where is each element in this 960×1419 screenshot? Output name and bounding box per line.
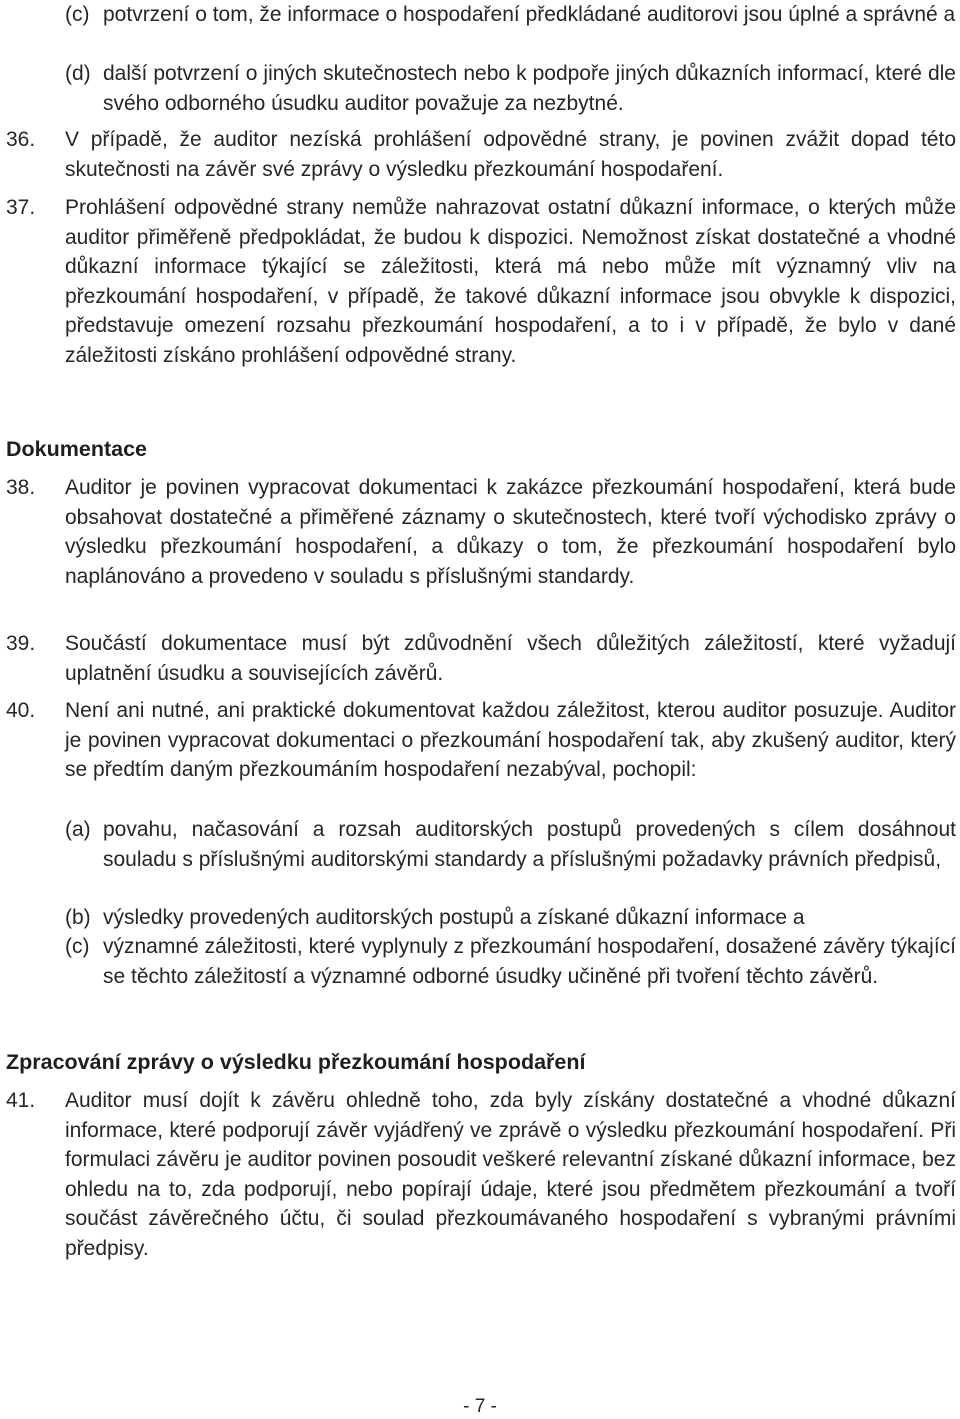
item-text: další potvrzení o jiných skutečnostech nebo k podpoře jiných důkazních informací, které dle svého odborného úsudku auditor považuje za nezbytné.	[103, 62, 956, 115]
paragraph-41	[6, 1086, 956, 1264]
paragraph-37	[6, 193, 956, 371]
item-letter: (c)	[65, 3, 90, 26]
paragraph-text: Auditor je povinen vypracovat dokumentaci k zakázce přezkoumání hospodaření, která bude obsahovat dostatečné a přiměřené záznamy o skutečnostech, které tvoří východisko zprávy o výsledku přezkoumání hospodaření, a důkazy o tom, že přezkoumání hospodaření bylo naplánováno a provedeno v souladu s příslušnými standardy.	[65, 476, 956, 588]
paragraph-text: Není ani nutné, ani praktické dokumentovat každou záležitost, kterou auditor posuzuje. Auditor je povinen vypracovat dokumentaci o přezkoumání hospodaření tak, aby zkušený auditor, který se předtím daným přezkoumáním hospodaření nezabýval, pochopil:	[65, 699, 956, 782]
paragraph-number: 36.	[6, 128, 36, 151]
paragraph-36	[6, 125, 956, 184]
paragraph-number: 41.	[6, 1089, 36, 1112]
list-item	[6, 59, 956, 118]
page-number: - 7 -	[463, 1396, 497, 1417]
item-letter: (b)	[65, 906, 91, 929]
list-item	[6, 0, 956, 30]
paragraph-text: V případě, že auditor nezíská prohlášení odpovědné strany, je povinen zvážit dopad této skutečnosti na závěr své zprávy o výsledku přezkoumání hospodaření.	[65, 128, 956, 181]
item-letter: (d)	[65, 62, 91, 85]
paragraph-text: Součástí dokumentace musí být zdůvodnění všech důležitých záležitostí, které vyžadují uplatnění úsudku a souvisejících závěrů.	[65, 632, 956, 685]
section-heading-dokumentace: Dokumentace	[6, 437, 147, 461]
paragraph-number: 38.	[6, 476, 36, 499]
paragraph-number: 37.	[6, 196, 36, 219]
list-item	[6, 932, 956, 991]
item-letter: (a)	[65, 818, 91, 841]
item-text: významné záležitosti, které vyplynuly z přezkoumání hospodaření, dosažené závěry týkající se těchto záležitostí a významné odborné úsudky učiněné při tvoření těchto závěrů.	[103, 935, 956, 988]
item-text: potvrzení o tom, že informace o hospodaření předkládané auditorovi jsou úplné a správné a	[103, 3, 956, 26]
paragraph-text: Auditor musí dojít k závěru ohledně toho, zda byly získány dostatečné a vhodné důkazní informace, které podporují závěr vyjádřený ve zprávě o výsledku přezkoumání hospodaření. Při formulaci závěru je auditor povinen posoudit veškeré relevantní získané důkazní informace, bez ohledu na to, zda podporují, nebo popírají údaje, které jsou předmětem přezkoumání a tvoří součást závěrečného účtu, či soulad přezkoumávaného hospodaření s vybranými právními předpisy.	[65, 1089, 956, 1260]
paragraph-number: 40.	[6, 699, 36, 722]
list-item	[6, 903, 956, 933]
paragraph-number: 39.	[6, 632, 36, 655]
paragraph-text: Prohlášení odpovědné strany nemůže nahrazovat ostatní důkazní informace, o kterých může auditor přiměřeně předpokládat, že budou k dispozici. Nemožnost získat dostatečné a vhodné důkazní informace týkající se záležitosti, která má nebo může mít významný vliv na přezkoumání hospodaření, v případě, že takové důkazní informace jsou obvykle k dispozici, představuje omezení rozsahu přezkoumání hospodaření, a to i v případě, že bylo v dané záležitosti získáno prohlášení odpovědné strany.	[65, 196, 956, 367]
section-heading-zprava: Zpracování zprávy o výsledku přezkoumání hospodaření	[6, 1050, 586, 1074]
list-item	[6, 815, 956, 874]
item-text: výsledky provedených auditorských postupů a získané důkazní informace a	[103, 906, 805, 929]
item-letter: (c)	[65, 935, 90, 958]
paragraph-40	[6, 696, 956, 785]
paragraph-39	[6, 629, 956, 688]
item-text: povahu, načasování a rozsah auditorských postupů provedených s cílem dosáhnout souladu s příslušnými auditorskými standardy a příslušnými požadavky právních předpisů,	[103, 818, 956, 871]
paragraph-38	[6, 473, 956, 591]
